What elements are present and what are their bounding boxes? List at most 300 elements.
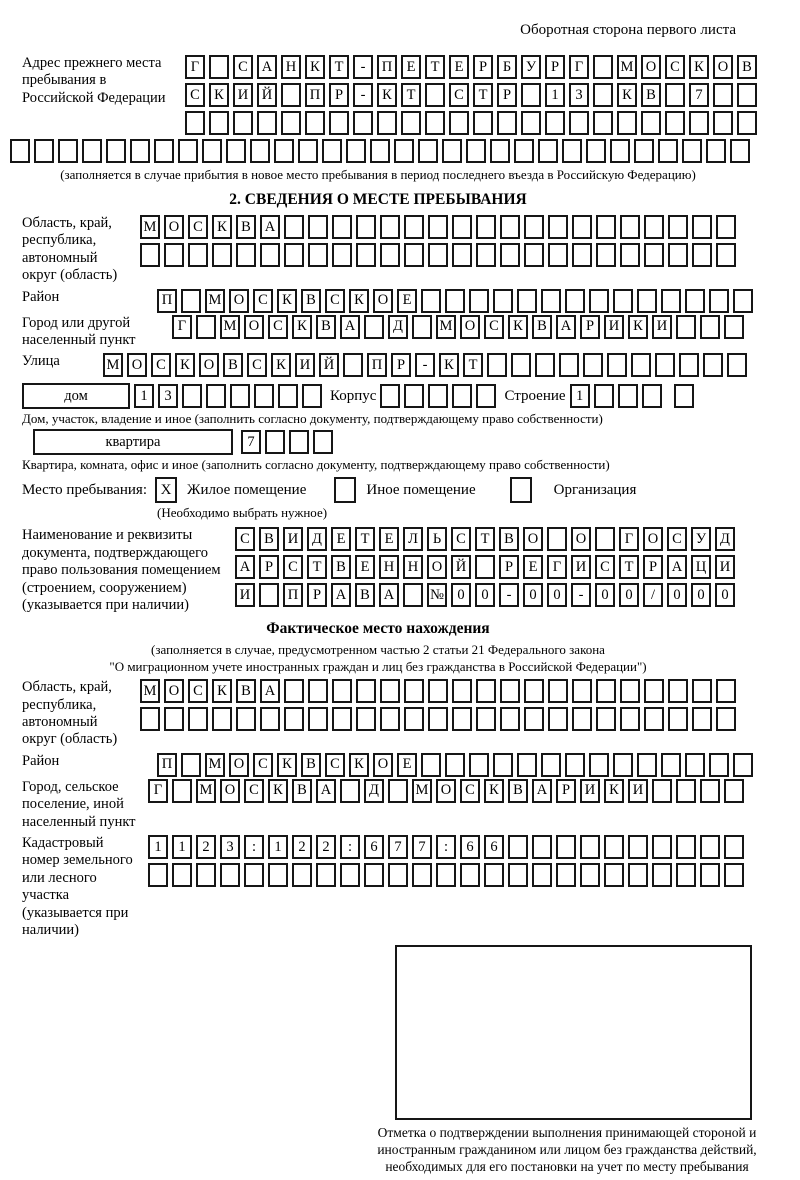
char-cell xyxy=(404,384,424,408)
char-cell xyxy=(292,863,312,887)
char-cell: К xyxy=(484,779,504,803)
char-cell xyxy=(524,243,544,267)
char-cell xyxy=(364,315,384,339)
char-cell xyxy=(332,707,352,731)
char-cell: Р xyxy=(556,779,576,803)
char-cell xyxy=(692,215,712,239)
char-cell xyxy=(284,243,304,267)
char-cell xyxy=(655,353,675,377)
char-cell xyxy=(154,139,174,163)
char-cell: С xyxy=(188,215,208,239)
prev-address-rows xyxy=(185,55,757,135)
actual-city-row xyxy=(148,779,744,803)
char-cell: В xyxy=(355,583,375,607)
char-cell xyxy=(652,779,672,803)
char-cell: Р xyxy=(497,83,517,107)
char-cell xyxy=(233,111,253,135)
house-number-cells xyxy=(134,384,322,408)
char-cell xyxy=(404,215,424,239)
char-cell: Г xyxy=(547,555,567,579)
char-cell: И xyxy=(233,83,253,107)
char-cell xyxy=(140,707,160,731)
char-cell: В xyxy=(223,353,243,377)
char-cell xyxy=(412,863,432,887)
char-cell xyxy=(308,707,328,731)
char-cell xyxy=(517,753,537,777)
char-cell xyxy=(665,111,685,135)
char-cell xyxy=(425,83,445,107)
char-cell xyxy=(631,353,651,377)
char-cell xyxy=(652,863,672,887)
char-cell xyxy=(469,753,489,777)
char-cell: - xyxy=(571,583,591,607)
house-note: Дом, участок, владение и иное (заполнить согласно документу, подтверждающему право собственности) xyxy=(22,411,603,427)
char-cell: С xyxy=(484,315,504,339)
char-cell: К xyxy=(212,679,232,703)
char-cell: О xyxy=(220,779,240,803)
char-cell xyxy=(692,679,712,703)
char-cell xyxy=(10,139,30,163)
char-cell xyxy=(730,139,750,163)
actual-district-label: Район xyxy=(22,752,60,769)
char-cell xyxy=(689,111,709,135)
char-cell: О xyxy=(373,289,393,313)
char-cell: П xyxy=(283,583,303,607)
char-cell: А xyxy=(532,779,552,803)
char-cell: Й xyxy=(451,555,471,579)
char-cell xyxy=(356,679,376,703)
char-cell xyxy=(230,384,250,408)
char-cell: 7 xyxy=(689,83,709,107)
cadastral-group xyxy=(22,835,800,939)
char-cell xyxy=(508,835,528,859)
char-cell: 1 xyxy=(268,835,288,859)
cadastral-label: Кадастровый номер земельного или лесного участка (указывается при наличии) xyxy=(22,835,133,938)
char-cell xyxy=(394,139,414,163)
char-cell xyxy=(172,863,192,887)
document-group xyxy=(22,527,800,614)
char-cell xyxy=(164,707,184,731)
char-cell xyxy=(476,215,496,239)
char-cell: 0 xyxy=(523,583,543,607)
char-cell xyxy=(388,863,408,887)
char-cell xyxy=(676,315,696,339)
char-cell xyxy=(604,835,624,859)
char-cell: С xyxy=(325,289,345,313)
char-cell xyxy=(268,863,288,887)
char-cell xyxy=(332,243,352,267)
char-cell: М xyxy=(140,215,160,239)
char-cell xyxy=(596,707,616,731)
cadastral-row-2 xyxy=(148,863,744,887)
stamp-caption: Отметка о подтверждении выполнения принимающей стороной и иностранным гражданином или лицом без гражданства действий, необходимых для его постановки на учет по месту пребывания xyxy=(377,1125,757,1175)
char-cell xyxy=(676,835,696,859)
char-cell xyxy=(613,289,633,313)
region-row-1 xyxy=(140,215,736,239)
actual-city-group xyxy=(22,779,800,831)
char-cell: С xyxy=(247,353,267,377)
char-cell: О xyxy=(571,527,591,551)
char-cell: 0 xyxy=(691,583,711,607)
option-residential-label: Жилое помещение xyxy=(187,481,307,498)
char-cell xyxy=(284,679,304,703)
char-cell: С xyxy=(283,555,303,579)
char-cell xyxy=(476,384,496,408)
char-cell: А xyxy=(235,555,255,579)
char-cell: 0 xyxy=(595,583,615,607)
char-cell: 7 xyxy=(412,835,432,859)
char-cell xyxy=(572,243,592,267)
char-cell: С xyxy=(268,315,288,339)
char-cell xyxy=(500,215,520,239)
char-cell: Р xyxy=(329,83,349,107)
char-cell xyxy=(682,139,702,163)
char-cell xyxy=(172,779,192,803)
char-cell xyxy=(562,139,582,163)
char-cell: А xyxy=(556,315,576,339)
char-cell: 6 xyxy=(484,835,504,859)
char-cell xyxy=(548,215,568,239)
char-cell: Е xyxy=(379,527,399,551)
cadastral-rows xyxy=(148,835,744,887)
char-cell xyxy=(487,353,507,377)
char-cell xyxy=(524,679,544,703)
char-cell xyxy=(596,215,616,239)
char-cell: М xyxy=(412,779,432,803)
char-cell xyxy=(713,83,733,107)
char-cell: Е xyxy=(401,55,421,79)
char-cell: 0 xyxy=(451,583,471,607)
char-cell: 6 xyxy=(364,835,384,859)
char-cell: Д xyxy=(715,527,735,551)
char-cell xyxy=(322,139,342,163)
option-organization-label: Организация xyxy=(553,481,637,498)
char-cell xyxy=(412,315,432,339)
char-cell xyxy=(637,753,657,777)
char-cell xyxy=(700,863,720,887)
char-cell: Й xyxy=(319,353,339,377)
char-cell: М xyxy=(220,315,240,339)
char-cell: К xyxy=(277,753,297,777)
char-cell xyxy=(148,863,168,887)
district-label: Район xyxy=(22,288,60,305)
char-cell: М xyxy=(196,779,216,803)
char-cell: Ь xyxy=(427,527,447,551)
char-cell: О xyxy=(641,55,661,79)
char-cell: И xyxy=(580,779,600,803)
apartment-type-box: квартира xyxy=(33,429,233,455)
char-cell xyxy=(556,863,576,887)
char-cell: Р xyxy=(643,555,663,579)
char-cell xyxy=(274,139,294,163)
char-cell: - xyxy=(353,55,373,79)
char-cell xyxy=(500,707,520,731)
char-cell xyxy=(226,139,246,163)
char-cell xyxy=(364,863,384,887)
char-cell: П xyxy=(157,289,177,313)
char-cell xyxy=(353,111,373,135)
char-cell xyxy=(617,111,637,135)
char-cell: 2 xyxy=(316,835,336,859)
char-cell xyxy=(610,139,630,163)
char-cell xyxy=(703,353,723,377)
char-cell xyxy=(428,707,448,731)
char-cell: О xyxy=(164,679,184,703)
char-cell: Й xyxy=(257,83,277,107)
char-cell: 2 xyxy=(196,835,216,859)
char-cell: В xyxy=(316,315,336,339)
char-cell xyxy=(403,583,423,607)
house-row xyxy=(22,383,800,409)
char-cell xyxy=(676,863,696,887)
char-cell: Т xyxy=(307,555,327,579)
char-cell: Р xyxy=(307,583,327,607)
char-cell xyxy=(637,289,657,313)
char-cell xyxy=(212,707,232,731)
district-group xyxy=(22,289,800,313)
confirmation-stamp-box xyxy=(395,945,752,1120)
char-cell xyxy=(370,139,390,163)
char-cell: К xyxy=(508,315,528,339)
char-cell xyxy=(428,215,448,239)
checkbox-other-premises xyxy=(334,477,356,503)
char-cell xyxy=(644,679,664,703)
stay-type-label: Место пребывания: xyxy=(22,481,147,498)
char-cell xyxy=(236,707,256,731)
char-cell: М xyxy=(436,315,456,339)
char-cell xyxy=(428,384,448,408)
char-cell xyxy=(668,707,688,731)
char-cell: А xyxy=(316,779,336,803)
korpus-label: Корпус xyxy=(330,387,377,404)
char-cell xyxy=(572,707,592,731)
char-cell: 3 xyxy=(158,384,178,408)
char-cell xyxy=(418,139,438,163)
char-cell xyxy=(452,679,472,703)
char-cell xyxy=(316,863,336,887)
city-row xyxy=(172,315,744,339)
char-cell: О xyxy=(229,753,249,777)
char-cell xyxy=(733,753,753,777)
char-cell xyxy=(377,111,397,135)
char-cell: И xyxy=(604,315,624,339)
char-cell xyxy=(724,779,744,803)
char-cell: 2 xyxy=(292,835,312,859)
char-cell: В xyxy=(737,55,757,79)
char-cell xyxy=(82,139,102,163)
char-cell: 6 xyxy=(460,835,480,859)
char-cell xyxy=(181,289,201,313)
char-cell xyxy=(641,111,661,135)
char-cell xyxy=(521,111,541,135)
char-cell: М xyxy=(205,753,225,777)
char-cell: М xyxy=(205,289,225,313)
char-cell xyxy=(332,215,352,239)
char-cell xyxy=(580,863,600,887)
char-cell xyxy=(685,753,705,777)
char-cell xyxy=(244,863,264,887)
stroenie-label: Строение xyxy=(504,387,566,404)
char-cell: - xyxy=(415,353,435,377)
char-cell: 0 xyxy=(667,583,687,607)
document-row-1 xyxy=(235,527,735,551)
char-cell: Т xyxy=(475,527,495,551)
char-cell: К xyxy=(175,353,195,377)
prev-address-note: (заполняется в случае прибытия в новое место пребывания в период последнего въезда в Российскую Федерацию) xyxy=(60,167,696,182)
char-cell xyxy=(289,430,309,454)
char-cell: Д xyxy=(388,315,408,339)
char-cell xyxy=(556,835,576,859)
char-cell xyxy=(644,243,664,267)
char-cell: М xyxy=(140,679,160,703)
char-cell xyxy=(185,111,205,135)
char-cell xyxy=(541,289,561,313)
prev-address-label: Адрес прежнего места пребывания в Российской Федерации xyxy=(22,55,166,106)
char-cell: П xyxy=(305,83,325,107)
char-cell xyxy=(517,289,537,313)
char-cell: С xyxy=(667,527,687,551)
char-cell xyxy=(308,215,328,239)
apartment-number-cells xyxy=(241,430,333,454)
char-cell: Е xyxy=(397,289,417,313)
char-cell xyxy=(676,779,696,803)
document-label: Наименование и реквизиты документа, подтверждающего право пользования помещением (строением, сооружением) (указывается при наличии) xyxy=(22,527,221,613)
char-cell: С xyxy=(235,527,255,551)
char-cell xyxy=(727,353,747,377)
char-cell: 7 xyxy=(388,835,408,859)
char-cell xyxy=(652,835,672,859)
char-cell xyxy=(644,215,664,239)
char-cell xyxy=(490,139,510,163)
actual-district-group xyxy=(22,753,800,777)
char-cell xyxy=(497,111,517,135)
char-cell xyxy=(164,243,184,267)
char-cell xyxy=(302,384,322,408)
actual-region-row-1 xyxy=(140,679,736,703)
house-type-box: дом xyxy=(22,383,130,409)
region-label: Область, край, республика, автономный округ (область) xyxy=(22,215,118,284)
char-cell: О xyxy=(244,315,264,339)
char-cell: В xyxy=(641,83,661,107)
char-cell xyxy=(236,243,256,267)
char-cell: У xyxy=(521,55,541,79)
char-cell xyxy=(548,679,568,703)
char-cell xyxy=(548,707,568,731)
char-cell: 0 xyxy=(475,583,495,607)
actual-region-row-2 xyxy=(140,707,736,731)
char-cell: 1 xyxy=(134,384,154,408)
korpus-cells xyxy=(380,384,496,408)
char-cell xyxy=(589,289,609,313)
char-cell xyxy=(452,384,472,408)
actual-region-rows xyxy=(140,679,736,731)
checkbox-organization xyxy=(510,477,532,503)
char-cell xyxy=(500,679,520,703)
apartment-note: Квартира, комната, офис и иное (заполнить согласно документу, подтверждающему право собственности) xyxy=(22,457,610,473)
char-cell: : xyxy=(244,835,264,859)
char-cell: С xyxy=(253,289,273,313)
char-cell xyxy=(106,139,126,163)
char-cell: С xyxy=(151,353,171,377)
char-cell xyxy=(298,139,318,163)
char-cell xyxy=(388,779,408,803)
char-cell: Г xyxy=(172,315,192,339)
char-cell xyxy=(466,139,486,163)
char-cell: Е xyxy=(523,555,543,579)
char-cell xyxy=(547,527,567,551)
char-cell xyxy=(380,215,400,239)
char-cell: Б xyxy=(497,55,517,79)
char-cell xyxy=(202,139,222,163)
section2-title: 2. СВЕДЕНИЯ О МЕСТЕ ПРЕБЫВАНИЯ xyxy=(229,191,527,208)
apartment-row xyxy=(33,429,800,455)
char-cell xyxy=(260,243,280,267)
char-cell xyxy=(178,139,198,163)
actual-location-title: Фактическое место нахождения xyxy=(266,620,490,638)
char-cell xyxy=(442,139,462,163)
char-cell: С xyxy=(460,779,480,803)
char-cell xyxy=(535,353,555,377)
char-cell: О xyxy=(199,353,219,377)
char-cell xyxy=(665,83,685,107)
char-cell xyxy=(559,353,579,377)
char-cell xyxy=(260,707,280,731)
char-cell: У xyxy=(691,527,711,551)
char-cell: Г xyxy=(619,527,639,551)
char-cell: К xyxy=(212,215,232,239)
char-cell xyxy=(404,707,424,731)
street-row xyxy=(103,353,747,377)
char-cell xyxy=(548,243,568,267)
char-cell: М xyxy=(617,55,637,79)
char-cell xyxy=(380,679,400,703)
char-cell xyxy=(436,863,456,887)
char-cell xyxy=(425,111,445,135)
char-cell: К xyxy=(689,55,709,79)
char-cell xyxy=(620,243,640,267)
char-cell xyxy=(257,111,277,135)
char-cell xyxy=(313,430,333,454)
char-cell: О xyxy=(229,289,249,313)
char-cell: С xyxy=(188,679,208,703)
char-cell: Л xyxy=(403,527,423,551)
char-cell: О xyxy=(436,779,456,803)
char-cell: 7 xyxy=(241,430,261,454)
char-cell xyxy=(724,863,744,887)
char-cell xyxy=(445,753,465,777)
char-cell xyxy=(716,707,736,731)
char-cell: В xyxy=(508,779,528,803)
char-cell: Д xyxy=(307,527,327,551)
char-cell xyxy=(209,55,229,79)
char-cell: 0 xyxy=(715,583,735,607)
char-cell: К xyxy=(349,753,369,777)
char-cell: П xyxy=(377,55,397,79)
char-cell: К xyxy=(604,779,624,803)
stay-type-row xyxy=(22,477,800,503)
char-cell: О xyxy=(164,215,184,239)
char-cell xyxy=(620,707,640,731)
char-cell: Е xyxy=(331,527,351,551)
actual-region-group xyxy=(22,679,800,749)
char-cell: Р xyxy=(580,315,600,339)
char-cell: В xyxy=(259,527,279,551)
char-cell: И xyxy=(283,527,303,551)
char-cell: К xyxy=(349,289,369,313)
char-cell: / xyxy=(643,583,663,607)
char-cell xyxy=(305,111,325,135)
char-cell xyxy=(716,215,736,239)
